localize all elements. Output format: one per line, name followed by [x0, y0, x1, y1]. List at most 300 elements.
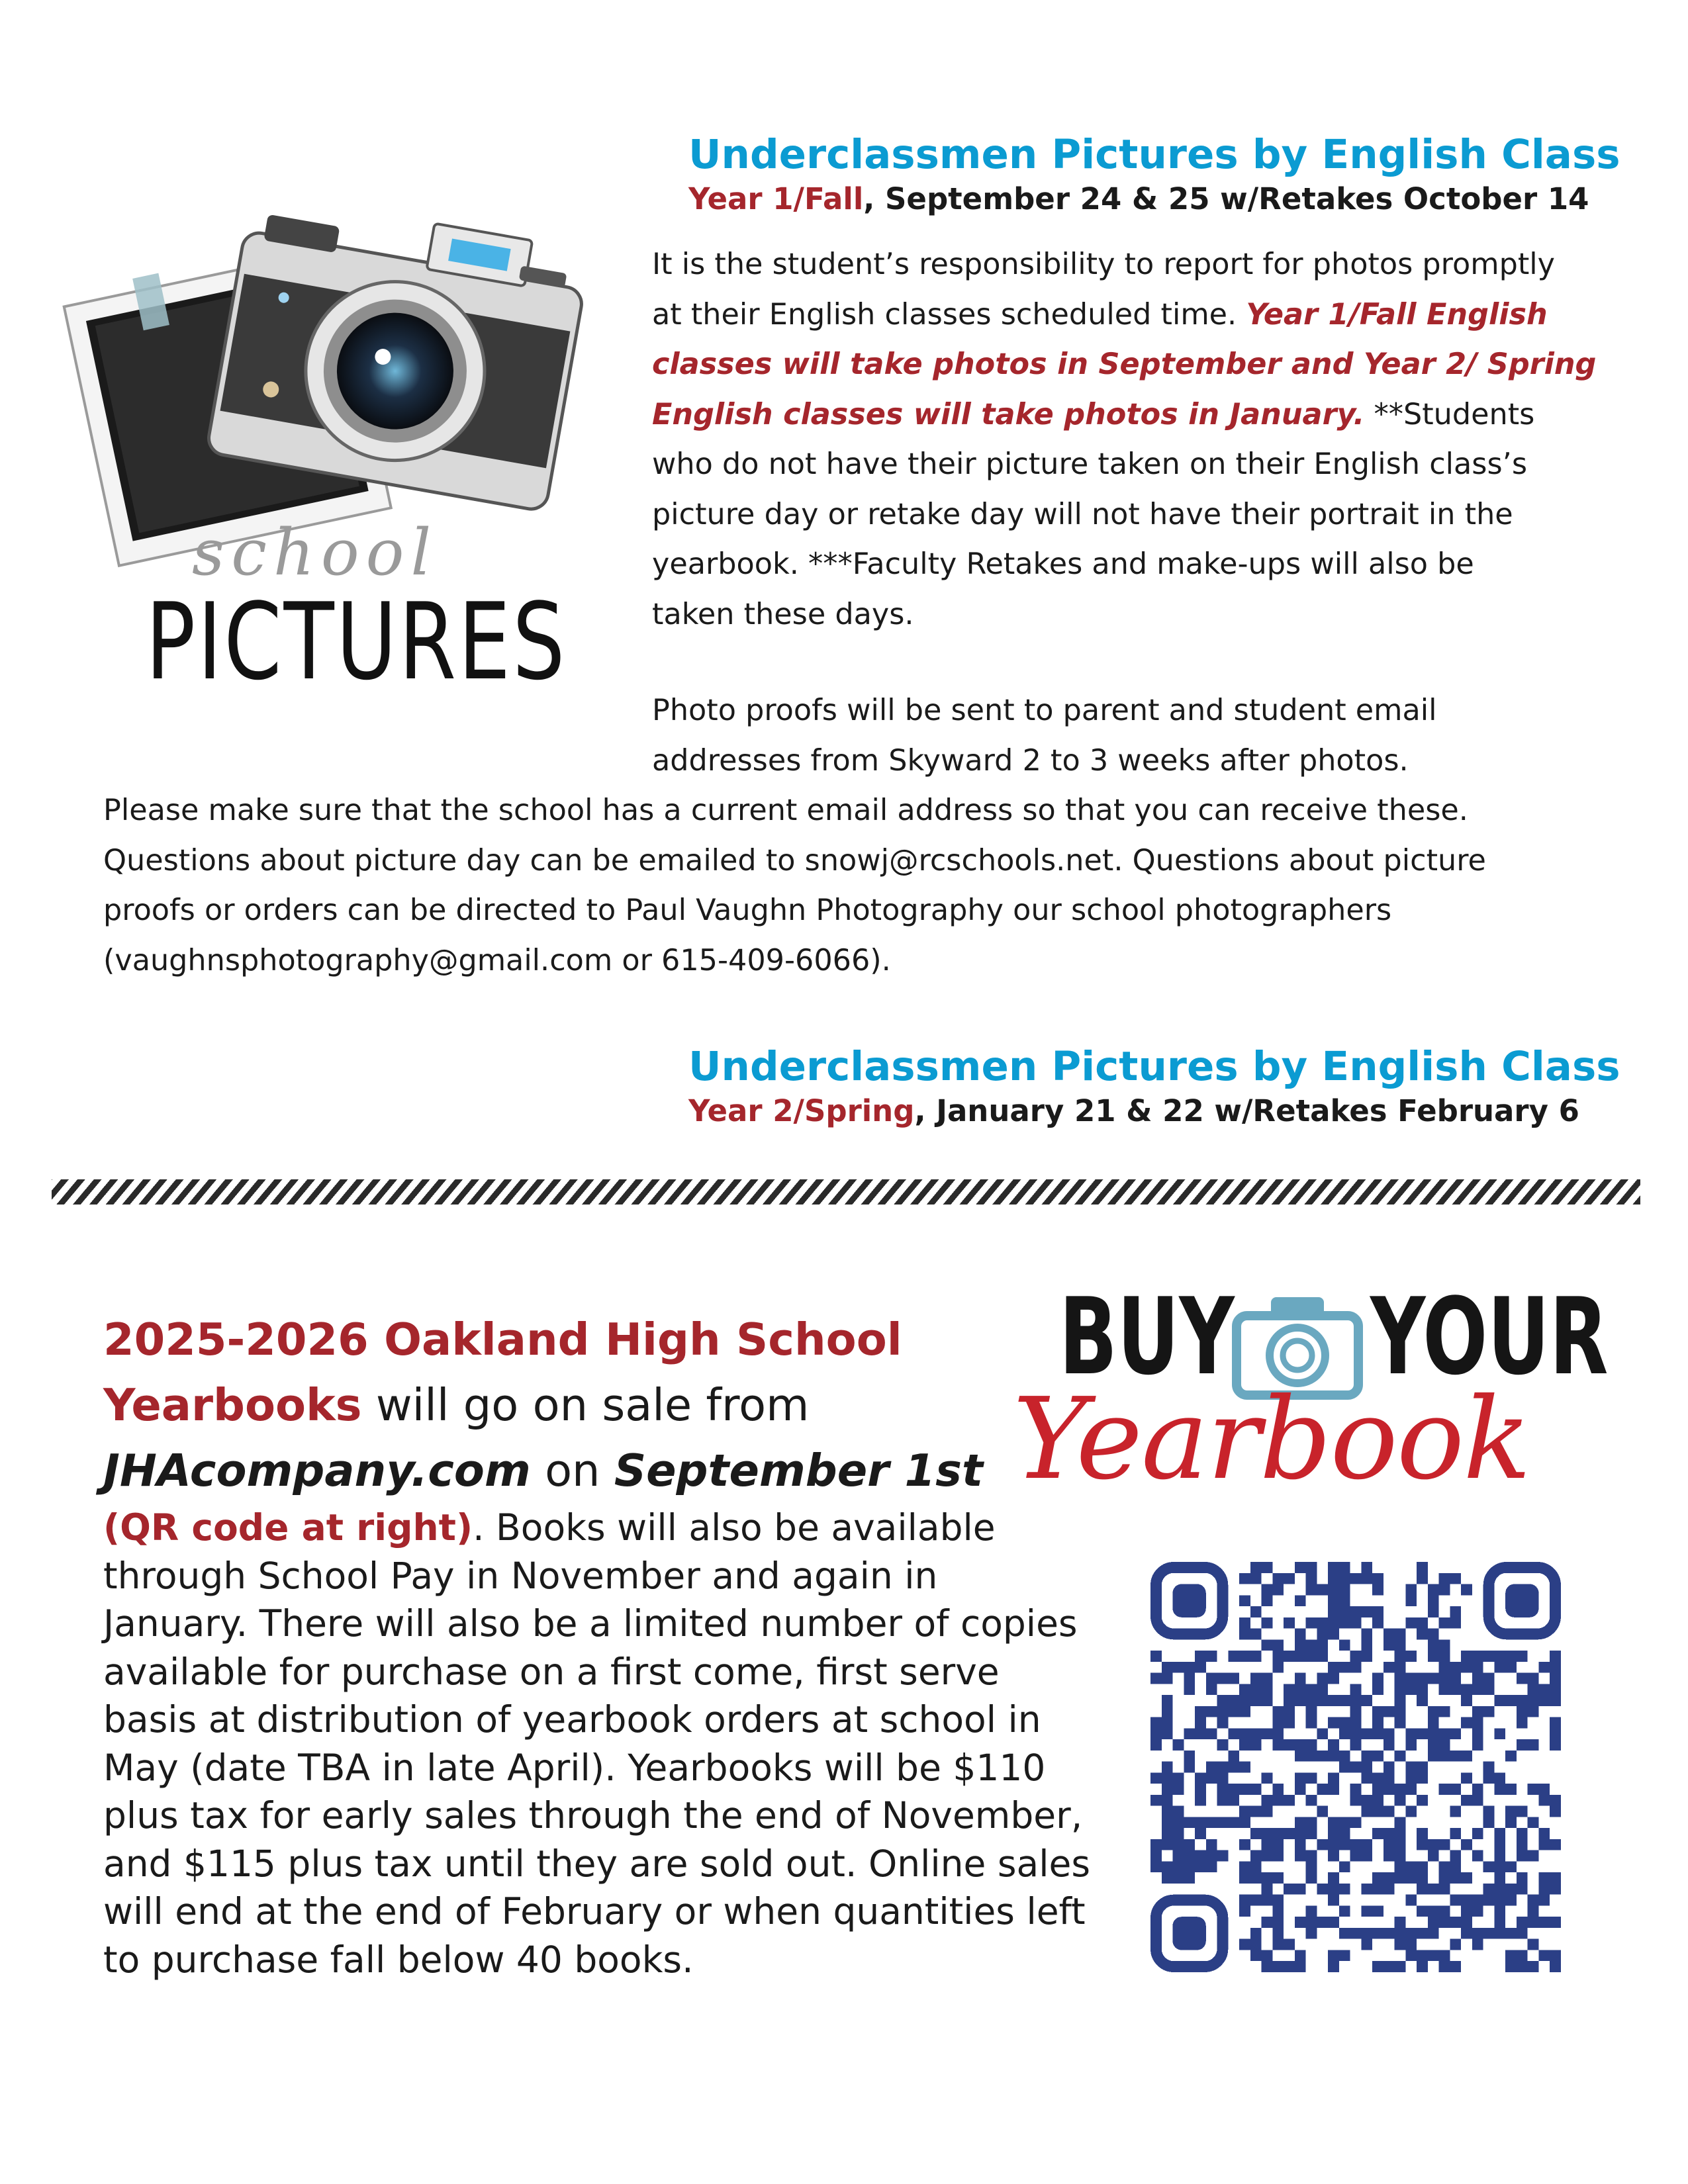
qr-module	[1339, 1762, 1350, 1773]
qr-module	[1505, 1784, 1517, 1795]
qr-module	[1417, 1950, 1428, 1961]
qr-module	[1517, 1717, 1528, 1729]
qr-module	[1383, 1828, 1395, 1839]
qr-module	[1339, 1861, 1350, 1872]
qr-module	[1550, 1839, 1561, 1850]
qr-module	[1228, 1751, 1239, 1762]
qr-module	[1228, 1651, 1239, 1662]
qr-module	[1494, 1839, 1505, 1850]
qr-module	[1250, 1695, 1262, 1706]
fall-dates: , September 24 & 25 w/Retakes October 14	[863, 181, 1589, 216]
qr-module	[1383, 1706, 1395, 1717]
qr-module	[1372, 1606, 1383, 1617]
qr-module	[1195, 1728, 1206, 1739]
qr-module	[1173, 1872, 1184, 1884]
qr-module	[1262, 1884, 1273, 1895]
qr-module	[1372, 1828, 1383, 1839]
camera-icon	[206, 191, 591, 512]
qr-module	[1428, 1629, 1439, 1640]
qr-module	[1339, 1595, 1350, 1606]
qr-module	[1439, 1872, 1450, 1884]
qr-module	[1395, 1784, 1406, 1795]
qr-module	[1295, 1739, 1306, 1751]
qr-module	[1272, 1573, 1284, 1584]
qr-module	[1528, 1784, 1539, 1795]
qr-module	[1350, 1784, 1362, 1795]
qr-module	[1162, 1673, 1173, 1684]
qr-module	[1184, 1850, 1195, 1862]
qr-module	[1428, 1717, 1439, 1729]
yearbook-script: Yearbook	[1013, 1374, 1530, 1505]
fall-p1-line	[652, 290, 1596, 340]
qr-module	[1395, 1861, 1406, 1872]
yearbook-qr-code[interactable]	[1150, 1562, 1561, 1972]
qr-module	[1306, 1739, 1317, 1751]
qr-module	[1350, 1839, 1362, 1850]
qr-module	[1361, 1772, 1372, 1784]
qr-module	[1250, 1651, 1262, 1662]
qr-module	[1295, 1595, 1306, 1606]
qr-module	[1405, 1651, 1417, 1662]
qr-module	[1528, 1695, 1539, 1706]
qr-module	[1272, 1850, 1284, 1862]
qr-module	[1239, 1817, 1250, 1828]
qr-module	[1262, 1839, 1273, 1850]
qr-module	[1372, 1928, 1383, 1939]
qr-module	[1550, 1651, 1561, 1662]
qr-module	[1483, 1928, 1495, 1939]
qr-module	[1272, 1651, 1284, 1662]
qr-module	[1173, 1784, 1184, 1795]
qr-module	[1262, 1795, 1273, 1806]
qr-module	[1483, 1817, 1495, 1828]
qr-module	[1339, 1639, 1350, 1651]
qr-module	[1405, 1872, 1417, 1884]
qr-module	[1195, 1784, 1206, 1795]
qr-module	[1361, 1562, 1372, 1573]
qr-module	[1195, 1772, 1206, 1784]
qr-module	[1550, 1961, 1561, 1972]
qr-module	[1284, 1939, 1295, 1950]
qr-module	[1395, 1839, 1406, 1850]
qr-module	[1395, 1629, 1406, 1640]
yearbook-text: . Books will also be available	[473, 1506, 996, 1549]
qr-module	[1517, 1651, 1528, 1662]
qr-module	[1262, 1828, 1273, 1839]
qr-module	[1328, 1839, 1339, 1850]
qr-module	[1306, 1684, 1317, 1695]
qr-module	[1439, 1917, 1450, 1928]
qr-module	[1173, 1828, 1184, 1839]
qr-module	[1372, 1706, 1383, 1717]
qr-module	[1295, 1751, 1306, 1762]
qr-module	[1217, 1762, 1229, 1773]
qr-module	[1239, 1728, 1250, 1739]
spring-section-subtitle	[688, 1092, 1579, 1130]
qr-module	[1228, 1784, 1239, 1795]
fall-p1-line: who do not have their picture taken on their English class’s	[652, 447, 1528, 481]
qr-module	[1328, 1673, 1339, 1684]
qr-module	[1295, 1950, 1306, 1961]
qr-module	[1395, 1917, 1406, 1928]
qr-module	[1517, 1839, 1528, 1850]
qr-module	[1306, 1706, 1317, 1717]
qr-module	[1505, 1950, 1517, 1961]
qr-module	[1528, 1917, 1539, 1928]
qr-module	[1450, 1895, 1461, 1906]
qr-module	[1228, 1706, 1239, 1717]
qr-module	[1206, 1861, 1217, 1872]
qr-module	[1173, 1817, 1184, 1828]
qr-module	[1383, 1850, 1395, 1862]
qr-module	[1317, 1639, 1328, 1651]
qr-module	[1284, 1706, 1295, 1717]
qr-module	[1272, 1739, 1284, 1751]
qr-module	[1350, 1706, 1362, 1717]
fall-p2-line: proofs or orders can be directed to Paul Vaughn Photography our school photographers	[103, 893, 1392, 927]
qr-module	[1461, 1872, 1472, 1884]
qr-module	[1505, 1884, 1517, 1895]
qr-module	[1538, 1884, 1550, 1895]
qr-module	[1417, 1728, 1428, 1739]
qr-module	[1239, 1651, 1250, 1662]
qr-module	[1550, 1728, 1561, 1739]
qr-module	[1428, 1706, 1439, 1717]
qr-module	[1439, 1639, 1450, 1651]
qr-module	[1494, 1828, 1505, 1839]
qr-module	[1339, 1562, 1350, 1573]
qr-module	[1361, 1850, 1372, 1862]
qr-module	[1483, 1884, 1495, 1895]
qr-module	[1383, 1662, 1395, 1673]
qr-module	[1206, 1762, 1217, 1773]
fall-section-subtitle	[688, 180, 1589, 218]
qr-module	[1250, 1673, 1262, 1684]
qr-module	[1461, 1917, 1472, 1928]
qr-module	[1272, 1784, 1284, 1795]
qr-module	[1350, 1573, 1362, 1584]
qr-module	[1372, 1717, 1383, 1729]
qr-module	[1405, 1784, 1417, 1795]
qr-module	[1538, 1828, 1550, 1839]
qr-module	[1206, 1673, 1217, 1684]
qr-module	[1372, 1684, 1383, 1695]
qr-module	[1173, 1850, 1184, 1862]
qr-module	[1372, 1872, 1383, 1884]
qr-module	[1372, 1806, 1383, 1817]
spring-section-title: Underclassmen Pictures by English Class	[688, 1043, 1620, 1090]
yearbook-body-line: will end at the end of February or when quantities left	[103, 1890, 1086, 1933]
qr-module	[1528, 1895, 1539, 1906]
qr-module	[1538, 1839, 1550, 1850]
qr-module	[1428, 1728, 1439, 1739]
fall-p2-line: Photo proofs will be sent to parent and student email	[652, 694, 1437, 727]
qr-module	[1262, 1673, 1273, 1684]
qr-module	[1272, 1706, 1284, 1717]
qr-module	[1439, 1662, 1450, 1673]
qr-module	[1395, 1717, 1406, 1729]
qr-module	[1550, 1884, 1561, 1895]
qr-module	[1173, 1839, 1184, 1850]
qr-module	[1173, 1861, 1184, 1872]
qr-module	[1317, 1839, 1328, 1850]
qr-module	[1228, 1673, 1239, 1684]
qr-module	[1505, 1895, 1517, 1906]
qr-module	[1439, 1728, 1450, 1739]
qr-module	[1195, 1662, 1206, 1673]
qr-module	[1417, 1695, 1428, 1706]
qr-module	[1328, 1617, 1339, 1629]
qr-module	[1217, 1817, 1229, 1828]
qr-module	[1262, 1728, 1273, 1739]
qr-module	[1272, 1639, 1284, 1651]
qr-module	[1494, 1917, 1505, 1928]
qr-module	[1206, 1817, 1217, 1828]
qr-module	[1272, 1939, 1284, 1950]
hatched-divider	[52, 1179, 1640, 1205]
qr-module	[1461, 1651, 1472, 1662]
qr-module	[1395, 1651, 1406, 1662]
qr-module	[1228, 1817, 1239, 1828]
qr-module	[1417, 1617, 1428, 1629]
qr-module	[1250, 1739, 1262, 1751]
qr-module	[1328, 1884, 1339, 1895]
qr-module	[1405, 1684, 1417, 1695]
qr-module	[1538, 1895, 1550, 1906]
qr-module	[1306, 1850, 1317, 1862]
qr-module	[1461, 1928, 1472, 1939]
qr-module	[1306, 1828, 1317, 1839]
qr-module	[1428, 1928, 1439, 1939]
qr-module	[1538, 1784, 1550, 1795]
qr-module	[1361, 1884, 1372, 1895]
qr-module	[1538, 1917, 1550, 1928]
qr-module	[1450, 1617, 1461, 1629]
qr-module	[1162, 1861, 1173, 1872]
qr-module	[1173, 1806, 1184, 1817]
qr-module	[1350, 1850, 1362, 1862]
yearbook-body-line: May (date TBA in late April). Yearbooks will be $110	[103, 1746, 1046, 1789]
qr-module	[1239, 1895, 1250, 1906]
qr-module	[1328, 1584, 1339, 1596]
qr-module	[1372, 1584, 1383, 1596]
qr-module	[1328, 1872, 1339, 1884]
qr-module	[1361, 1905, 1372, 1917]
qr-module	[1328, 1573, 1339, 1584]
qr-module	[1162, 1872, 1173, 1884]
qr-module	[1350, 1717, 1362, 1729]
qr-module	[1328, 1606, 1339, 1617]
qr-module	[1350, 1817, 1362, 1828]
qr-module	[1450, 1961, 1461, 1972]
qr-module	[1461, 1795, 1472, 1806]
qr-module	[1295, 1839, 1306, 1850]
qr-module	[1439, 1784, 1450, 1795]
yearbook-body-line: through School Pay in November and again in	[103, 1554, 938, 1597]
qr-module	[1494, 1861, 1505, 1872]
fall-paragraph-2a	[652, 686, 1437, 786]
qr-module	[1450, 1917, 1461, 1928]
qr-module	[1295, 1629, 1306, 1640]
qr-module	[1239, 1617, 1250, 1629]
qr-module	[1250, 1828, 1262, 1839]
qr-module	[1505, 1806, 1517, 1817]
qr-module	[1250, 1606, 1262, 1617]
qr-module	[1272, 1839, 1284, 1850]
yearbook-body-line	[103, 1504, 1090, 1552]
school-script-word: school	[192, 516, 438, 590]
qr-module	[1295, 1673, 1306, 1684]
qr-module	[1483, 1762, 1495, 1773]
qr-module	[1361, 1639, 1372, 1651]
qr-module	[1350, 1739, 1362, 1751]
qr-module	[1417, 1861, 1428, 1872]
qr-module	[1350, 1662, 1362, 1673]
qr-module	[1317, 1751, 1328, 1762]
qr-module	[1472, 1784, 1483, 1795]
qr-module	[1339, 1584, 1350, 1596]
qr-finder-center	[1173, 1584, 1206, 1617]
qr-module	[1217, 1795, 1229, 1806]
qr-module	[1295, 1651, 1306, 1662]
qr-module	[1284, 1884, 1295, 1895]
qr-module	[1361, 1573, 1372, 1584]
qr-module	[1383, 1961, 1395, 1972]
qr-module	[1306, 1928, 1317, 1939]
qr-module	[1417, 1839, 1428, 1850]
qr-module	[1272, 1928, 1284, 1939]
qr-module	[1295, 1884, 1306, 1895]
qr-module	[1528, 1939, 1539, 1950]
qr-module	[1206, 1772, 1217, 1784]
qr-module	[1472, 1706, 1483, 1717]
qr-module	[1350, 1795, 1362, 1806]
qr-module	[1439, 1673, 1450, 1684]
qr-module	[1517, 1850, 1528, 1862]
jha-company-link: JHAcompany.com	[103, 1445, 531, 1496]
qr-module	[1150, 1673, 1162, 1684]
qr-module	[1439, 1617, 1450, 1629]
qr-module	[1517, 1950, 1528, 1961]
qr-module	[1250, 1784, 1262, 1795]
qr-module	[1439, 1584, 1450, 1596]
qr-module	[1428, 1606, 1439, 1617]
qr-module	[1361, 1939, 1372, 1950]
qr-module	[1505, 1817, 1517, 1828]
qr-module	[1162, 1817, 1173, 1828]
buy-word: BUY	[1059, 1275, 1235, 1398]
qr-module	[1284, 1573, 1295, 1584]
qr-module	[1239, 1706, 1250, 1717]
qr-module	[1372, 1772, 1383, 1784]
qr-module	[1417, 1884, 1428, 1895]
qr-module	[1295, 1772, 1306, 1784]
qr-module	[1250, 1562, 1262, 1573]
qr-module	[1150, 1739, 1162, 1751]
fall-p2-line: Please make sure that the school has a current email address so that you can receive these.	[103, 794, 1468, 827]
qr-module	[1439, 1950, 1450, 1961]
qr-module	[1317, 1728, 1328, 1739]
qr-module	[1239, 1762, 1250, 1773]
qr-module	[1505, 1861, 1517, 1872]
qr-module	[1206, 1706, 1217, 1717]
qr-module	[1328, 1695, 1339, 1706]
qr-module	[1262, 1806, 1273, 1817]
qr-module	[1494, 1872, 1505, 1884]
qr-module	[1184, 1839, 1195, 1850]
yearbook-headline-line	[103, 1438, 983, 1504]
qr-module	[1150, 1861, 1162, 1872]
qr-module	[1162, 1706, 1173, 1717]
qr-module	[1494, 1651, 1505, 1662]
qr-module	[1217, 1784, 1229, 1795]
qr-module	[1284, 1651, 1295, 1662]
qr-module	[1505, 1662, 1517, 1673]
qr-module	[1339, 1695, 1350, 1706]
qr-module	[1306, 1717, 1317, 1729]
qr-module	[1517, 1739, 1528, 1751]
qr-module	[1505, 1751, 1517, 1762]
qr-module	[1239, 1839, 1250, 1850]
qr-module	[1517, 1961, 1528, 1972]
qr-module	[1250, 1629, 1262, 1640]
qr-module	[1417, 1673, 1428, 1684]
qr-module	[1472, 1673, 1483, 1684]
qr-module	[1195, 1706, 1206, 1717]
qr-module	[1417, 1795, 1428, 1806]
qr-module	[1405, 1895, 1417, 1906]
qr-module	[1395, 1828, 1406, 1839]
qr-module	[1162, 1828, 1173, 1839]
qr-module	[1405, 1950, 1417, 1961]
qr-module	[1361, 1695, 1372, 1706]
qr-module	[1428, 1595, 1439, 1606]
qr-module	[1450, 1684, 1461, 1695]
qr-module	[1306, 1917, 1317, 1928]
qr-module	[1461, 1684, 1472, 1695]
qr-module	[1428, 1884, 1439, 1895]
qr-module	[1317, 1629, 1328, 1640]
qr-module	[1306, 1861, 1317, 1872]
yearbook-word: Yearbooks	[103, 1379, 362, 1431]
qr-module	[1395, 1662, 1406, 1673]
fall-p1-line	[652, 390, 1596, 440]
qr-module	[1262, 1895, 1273, 1906]
qr-module	[1472, 1739, 1483, 1751]
qr-module	[1350, 1651, 1362, 1662]
qr-module	[1417, 1961, 1428, 1972]
qr-module	[1339, 1606, 1350, 1617]
qr-module	[1306, 1795, 1317, 1806]
yearbook-text: on	[530, 1445, 614, 1496]
qr-module	[1250, 1728, 1262, 1739]
qr-module	[1328, 1772, 1339, 1784]
qr-module	[1450, 1828, 1461, 1839]
qr-module	[1505, 1695, 1517, 1706]
qr-module	[1150, 1839, 1162, 1850]
yearbook-body-line: January. There will also be a limited number of copies	[103, 1602, 1078, 1645]
qr-module	[1395, 1706, 1406, 1717]
qr-module	[1361, 1762, 1372, 1773]
qr-module	[1517, 1884, 1528, 1895]
qr-note: (QR code at right)	[103, 1506, 473, 1549]
qr-module	[1284, 1961, 1295, 1972]
qr-module	[1450, 1872, 1461, 1884]
qr-module	[1228, 1762, 1239, 1773]
yearbook-body-line: available for purchase on a first come, first serve	[103, 1650, 1000, 1693]
qr-module	[1428, 1639, 1439, 1651]
qr-module	[1339, 1839, 1350, 1850]
